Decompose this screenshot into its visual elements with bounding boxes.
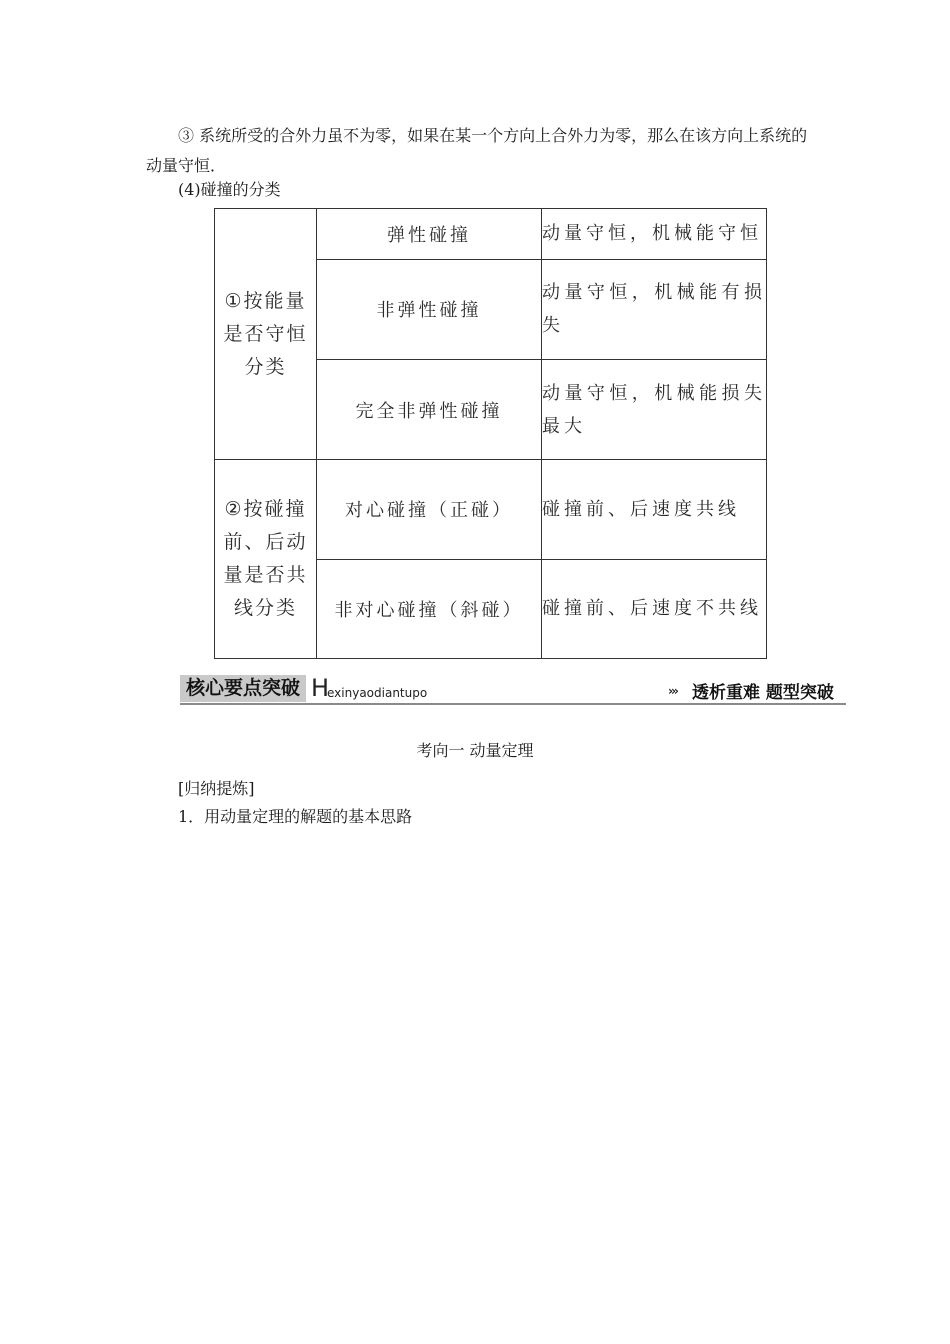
- collision-classification-table: [214, 208, 767, 659]
- paragraph-momentum-conservation-direction: ③ 系统所受的合外力虽不为零，如果在某一个方向上合外力为零，那么在该方向上系统的动量守恒．: [146, 126, 808, 175]
- banner-right-text: 透析重难 题型突破: [692, 683, 834, 703]
- group-cell-collinear: ②按碰撞前、后动量是否共线分类: [215, 460, 317, 659]
- list-item: 1．用动量定理的解题的基本思路: [178, 807, 413, 826]
- section-banner: [180, 675, 846, 707]
- type-cell: 非对心碰撞（斜碰）: [317, 559, 542, 658]
- group-cell-energy: ①按能量是否守恒分类: [215, 209, 317, 460]
- banner-title: 核心要点突破: [180, 675, 306, 702]
- banner-h-letter: H: [311, 674, 330, 702]
- feature-cell: 动量守恒，机械能损失最大: [542, 359, 767, 459]
- section-heading: 考向一 动量定理: [416, 741, 534, 760]
- subheading: [归纳提炼]: [178, 779, 255, 798]
- table-row: [215, 209, 767, 260]
- banner-divider: [180, 703, 846, 705]
- banner-pinyin: exinyaodiantupo: [327, 686, 428, 700]
- feature-cell: 动量守恒，机械能守恒: [542, 209, 767, 260]
- table-row: [215, 460, 767, 559]
- type-cell: 完全非弹性碰撞: [317, 359, 542, 459]
- feature-cell: 碰撞前、后速度共线: [542, 460, 767, 559]
- banner-arrows-icon: ›››: [668, 684, 677, 698]
- type-cell: 非弹性碰撞: [317, 259, 542, 359]
- type-cell: 对心碰撞（正碰）: [317, 460, 542, 559]
- feature-cell: 碰撞前、后速度不共线: [542, 559, 767, 658]
- type-cell: 弹性碰撞: [317, 209, 542, 260]
- paragraph-collision-classification-title: (4)碰撞的分类: [178, 180, 281, 199]
- feature-cell: 动量守恒，机械能有损失: [542, 259, 767, 359]
